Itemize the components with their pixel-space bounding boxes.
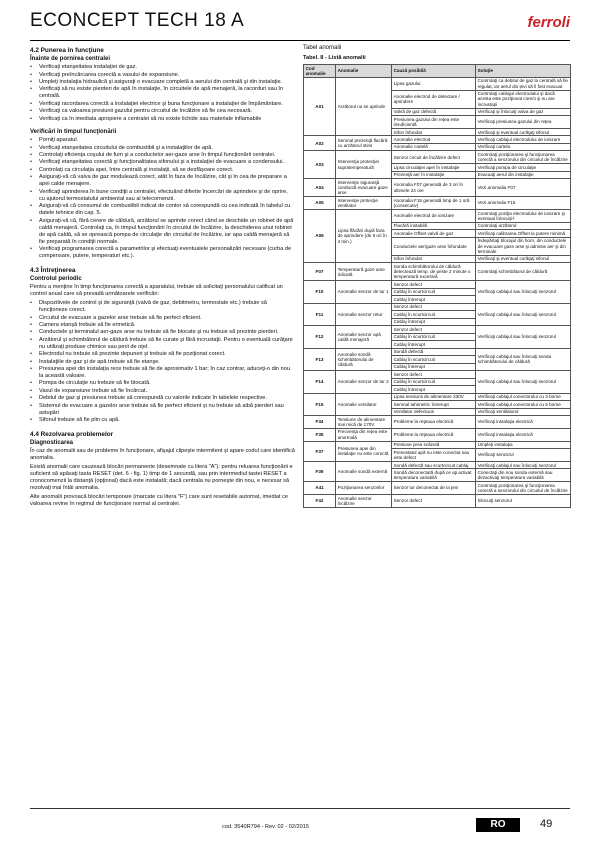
anomaly-code: F14 xyxy=(304,371,336,393)
bullet-item: • Verificaţi ca valoarea presiunii gazului pentru circuitul de încălzire să fie cea necesară. xyxy=(30,108,295,115)
solution: Verificaţi cablajul sau înlocuiţi senzorul xyxy=(476,281,571,303)
possible-cause: Sonda schimbătorului de căldură detectează temp. de peste 2 minute o temperatură excesivă xyxy=(392,263,476,281)
table-row xyxy=(304,441,571,448)
anomaly-name: Anomalie ventilator xyxy=(336,393,392,415)
checklist-periodic xyxy=(30,300,295,424)
right-column xyxy=(303,45,570,508)
solution: Verificaţi şi înlocuiţi valva de gaz xyxy=(476,108,571,115)
possible-cause: Ventilator defectuos xyxy=(392,408,476,415)
table-header-row xyxy=(304,65,571,78)
bullet-item: • Sistemul de evacuare a gazelor arse trebuie să fie perfect eficient şi nu trebuie să aibă pierderi sau astupări xyxy=(30,403,295,417)
anomaly-name: Anomalie senzor încălzire xyxy=(336,494,392,507)
solution: Verificaţi presiunea gazului din reţea xyxy=(476,116,571,129)
bullet-item: • Pompa de circulaţie nu trebuie să fie blocată. xyxy=(30,380,295,387)
bullet-item: • Verificaţi racordarea corectă a instalaţiei electrice şi buna funcţionare a instalaţiei de împământare. xyxy=(30,101,295,108)
anomaly-code: A01 xyxy=(304,77,336,136)
bullet-item: • Dispozitivele de control şi de siguranţă (valvă de gaz, debitmetru, termostate etc.) trebuie să funcţioneze corect. xyxy=(30,300,295,314)
bullet-item: • Asiguraţi-vă că valva de gaz modulează corect, atât în faza de încălzire, cât şi în cea de preparare a apei calde menajere. xyxy=(30,174,295,188)
possible-cause: Conductele aer/gaze arse înfundate xyxy=(392,237,476,255)
bullet-item: • Controlaţi ca circulaţia apei, între centrală şi instalaţii, să se desfăşoare corect. xyxy=(30,167,295,174)
anomaly-name: Anomalie senzor apă caldă menajeră xyxy=(336,326,392,348)
possible-cause: Lipsa gazului xyxy=(392,77,476,90)
section-4-3-title: 4.3 Întreţinerea xyxy=(30,266,76,274)
possible-cause: Valvă de gaz defectă xyxy=(392,108,476,115)
bullet-item: • Camera etanşă trebuie să fie ermetică. xyxy=(30,322,295,329)
table-caption: Tabel anomalii xyxy=(303,45,342,51)
solution: Verificaţi cablajul sau înlocuiţi senzorul xyxy=(476,326,571,348)
table-row xyxy=(304,303,571,310)
anomaly-name: Temperatură gaze arse ridicată xyxy=(336,263,392,281)
header-rule xyxy=(30,40,570,41)
possible-cause: Senzor defect xyxy=(392,494,476,507)
table-row xyxy=(304,197,571,210)
bullet-item: • Instalaţiile de gaz şi de apă trebuie să fie etanşe. xyxy=(30,359,295,366)
solution: Verificaţi instalaţia electrică xyxy=(476,428,571,441)
solution: Verificaţi instalaţia electrică xyxy=(476,416,571,429)
solution: Umpleţi instalaţia xyxy=(476,441,571,448)
solution: Verificaţi cartela xyxy=(476,143,571,150)
solution: Controlaţi ca debitul de gaz la centrală să fie regulat, iar aerul din țevi să fi fost evacuat xyxy=(476,77,571,90)
possible-cause: Anomalie electrod de ionizare xyxy=(392,209,476,222)
section-4-4-title: 4.4 Rezolvarea problemelor xyxy=(30,430,114,438)
possible-cause: Anomalia F07 generată de 3 ori în ultimele 24 ore xyxy=(392,179,476,197)
possible-cause: Sifon înfundat xyxy=(392,255,476,262)
possible-cause: Cablaj întrerupt xyxy=(392,318,476,325)
possible-cause: Probleme la reţeaua electrică xyxy=(392,416,476,429)
anomaly-code: A05 xyxy=(304,197,336,210)
footer-rule xyxy=(30,808,570,809)
table-row xyxy=(304,151,571,164)
document-code: cod. 3540R794 - Rev. 02 - 02/2015 xyxy=(222,824,309,830)
possible-cause: Prezenţă aer în instalaţie xyxy=(392,171,476,178)
anomaly-name: Anomalie senzor de tur 2 xyxy=(336,371,392,393)
anomaly-name: Poziţionarea senzorilor xyxy=(336,482,392,495)
bullet-item: • Verificaţi etanşeitatea circuitului de combustibil şi a instalaţiilor de apă. xyxy=(30,145,295,152)
possible-cause: Sondă defectă sau scurtcircuit cablaj xyxy=(392,461,476,468)
table-row xyxy=(304,77,571,90)
diagnostics-paragraph-1: În caz de anomalii sau de probleme în funcţionare, afişajul clipeşte intermitent şi apare codul care identifică anomalia. xyxy=(30,447,295,461)
checklist-during-operation xyxy=(30,137,295,260)
bullet-item: • Arzătorul şi schimbătorul de căldură trebuie să fie curate şi fără incrustaţii. Pentru o eventuală curăţare nu utilizaţi produse chimice sau perii de oţel. xyxy=(30,337,295,351)
solution: Verificaţi cablajul conectorului cu 5 borne xyxy=(476,401,571,408)
solution: Verificaţi cablajul electrodului de ionizare xyxy=(476,136,571,143)
table-row xyxy=(304,348,571,355)
anomaly-code: A02 xyxy=(304,136,336,151)
possible-cause: Presiunea gazului din reţea este insuficientă xyxy=(392,116,476,129)
header-solution: Soluţie xyxy=(476,65,571,78)
table-row xyxy=(304,281,571,288)
document-title: ECONCEPT TECH 18 A xyxy=(30,10,245,31)
possible-cause: Sifon înfundat xyxy=(392,128,476,135)
solution: Înlocuiţi senzorul xyxy=(476,494,571,507)
anomaly-name: Anomalie senzor de tur 1 xyxy=(336,281,392,303)
language-badge: RO xyxy=(476,818,520,832)
solution: Verificaţi pompa de circulaţie xyxy=(476,164,571,171)
possible-cause: Cablaj întrerupt xyxy=(392,341,476,348)
anomaly-code: A03 xyxy=(304,151,336,179)
possible-cause: Anomalie electrod xyxy=(392,136,476,143)
anomaly-name: Anomalie sondă externă xyxy=(336,461,392,481)
header-code: Cod anomalie xyxy=(304,65,336,78)
possible-cause: Anomalie Offset valvă de gaz xyxy=(392,230,476,237)
table-row xyxy=(304,428,571,441)
anomaly-name: Presiunea apei din instalaţie nu este corectă xyxy=(336,441,392,461)
possible-cause: Cablaj întrerupt xyxy=(392,363,476,370)
possible-cause: Sondă deconectată după ce aţi activat temperatura variabilă xyxy=(392,469,476,482)
table-row xyxy=(304,136,571,143)
bullet-item: • Vasul de expansiune trebuie să fie încărcat. xyxy=(30,388,295,395)
solution: Verificaţi cablajul sau înlocuiţi senzorul xyxy=(476,303,571,325)
bullet-item: • Verificaţi ca în imediata apropiere a centralei să nu existe lichide sau materiale inflamabile xyxy=(30,116,295,123)
periodic-check-intro: Pentru a menţine în timp funcţionarea corectă a aparatului, trebuie să solicitaţi personalului calificat un control anual care să prevadă următoarele verificări: xyxy=(30,283,283,297)
solution: Controlaţi schimbătorul de căldură xyxy=(476,263,571,281)
possible-cause: Sondă defectă xyxy=(392,348,476,355)
solution: Controlaţi poziţia electrodului de ionizare şi eventual înlocuiţi-l xyxy=(476,209,571,222)
possible-cause: Cablaj în scurtcircuit xyxy=(392,333,476,340)
anomaly-code: A41 xyxy=(304,482,336,495)
anomaly-name: Intervenţie protecţie ventilator xyxy=(336,197,392,210)
table-row xyxy=(304,209,571,222)
anomaly-name: Intervenţie siguranţă conductă evacuare gaze arse xyxy=(336,179,392,197)
solution: Verificaţi ventilatorul xyxy=(476,408,571,415)
table-row xyxy=(304,326,571,333)
possible-cause: Lipsa circulaţiei apei în instalaţie xyxy=(392,164,476,171)
solution: Verificaţi cablajul sau înlocuiţi senzorul xyxy=(476,371,571,393)
table-row xyxy=(304,461,571,468)
anomaly-code: F10 xyxy=(304,281,336,303)
bullet-item: • Porniţi aparatul. xyxy=(30,137,295,144)
anomaly-name: Lipsa flăcării după faza de aprindere (de 6 ori în 4 min.) xyxy=(336,209,392,262)
bullet-item: • Sifonul trebuie să fie plin cu apă. xyxy=(30,417,295,424)
bullet-item: • Verificaţi aprinderea în bune condiţii a centralei, efectuând diferite încercări de aprindere şi de oprire, cu ajutorul termostatului ambiental sau al telecomenzii. xyxy=(30,189,295,203)
header-cause: Cauză posibilă xyxy=(392,65,476,78)
possible-cause: Lipsa tensiunii de alimentare 230V xyxy=(392,393,476,400)
bullet-item: • Circuitul de evacuare a gazelor arse trebuie să fie perfect eficient. xyxy=(30,315,295,322)
anomaly-code: F12 xyxy=(304,326,336,348)
solution: Verificaţi cablajul sau înlocuiţi sonda schimbătorului de căldură xyxy=(476,348,571,370)
possible-cause: Senzor tur deconectat de la ţevi xyxy=(392,482,476,495)
possible-cause: Senzor defect xyxy=(392,371,476,378)
anomaly-code: A04 xyxy=(304,179,336,197)
possible-cause: Cablaj întrerupt xyxy=(392,386,476,393)
possible-cause: Cablaj în scurtcircuit xyxy=(392,378,476,385)
bullet-item: • Electrodul nu trebuie să prezinte depuneri şi trebuie să fie poziţionat corect. xyxy=(30,351,295,358)
bullet-item: • Verificaţi să nu existe pierderi de apă în instalaţie, în circuitele de apă menajeră, la racorduri sau în centrală. xyxy=(30,86,295,100)
possible-cause: Cablaj întrerupt xyxy=(392,296,476,303)
anomaly-code: F35 xyxy=(304,428,336,441)
bullet-item: • Conductele şi terminalul aer-gaze arse nu trebuie să fie blocate şi nu trebuie să prezinte pierderi. xyxy=(30,329,295,336)
anomaly-code: F11 xyxy=(304,303,336,325)
solution: Verificaţi cablajul sau înlocuiţi senzorul xyxy=(476,461,571,468)
possible-cause: Flacără instabilă xyxy=(392,222,476,229)
table-row xyxy=(304,179,571,197)
solution: Verificaţi cablajul conectorului cu 3 borne xyxy=(476,393,571,400)
possible-cause: Presostatul apă nu este conectat sau este defect xyxy=(392,449,476,462)
possible-cause: Senzor defect xyxy=(392,281,476,288)
possible-cause: Anomalie electrod de detectare / aprindere xyxy=(392,90,476,108)
anomaly-code: F13 xyxy=(304,348,336,370)
bullet-item: • Presiunea apei din instalaţia rece trebuie să fie de aproximativ 1 bar; în caz contrar, aduceţi-o din nou la această valoare. xyxy=(30,366,295,380)
section-4-3-subtitle: Controlul periodic xyxy=(30,275,82,282)
possible-cause: Semnal tahimetric întrerupt xyxy=(392,401,476,408)
bullet-item: • Asiguraţi-vă că, fără cerere de căldură, arzătorul se aprinde corect când se deschide un robinet de apă caldă menajeră. Controlaţi ca, în timpul funcţionării în circuitul de încălzire, la deschiderea unui robinet de apă caldă, să se oprească pompa de circulaţie din circuitul de încălzire, iar apa caldă menajeră să fie preparată în condiţii normale. xyxy=(30,218,295,246)
table-row xyxy=(304,416,571,429)
bullet-item: • Debitul de gaz şi presiunea trebuie să corespundă cu valorile indicate în tabelele respective. xyxy=(30,395,295,402)
table-row xyxy=(304,263,571,281)
anomaly-code: F34 xyxy=(304,416,336,429)
solution: Controlaţi arzătorul xyxy=(476,222,571,229)
section-4-2-title: 4.2 Punerea în funcţiune xyxy=(30,47,104,54)
header-anomaly: Anomalie xyxy=(336,65,392,78)
possible-cause: Anomalia F15 generată timp de 1 oră (consecutiv) xyxy=(392,197,476,210)
anomaly-name: Anomalie sondă schimbătorului de căldură xyxy=(336,348,392,370)
table-row xyxy=(304,494,571,507)
solution: Îndepărtaţi blocajul din horn, din conductele de evacuare gaze arse şi admisie aer şi din terminale xyxy=(476,237,571,255)
solution: Controlaţi poziţionarea şi funcţionarea corectă a senzorului din circuitul de încălzire xyxy=(476,482,571,495)
anomaly-code: F39 xyxy=(304,461,336,481)
section-4-4-subtitle: Diagnosticarea xyxy=(30,439,74,446)
checklist-before-start xyxy=(30,64,295,123)
table-row xyxy=(304,371,571,378)
table-row xyxy=(304,482,571,495)
solution: Verificaţi senzorul xyxy=(476,449,571,462)
possible-cause: Cablaj în scurtcircuit xyxy=(392,356,476,363)
possible-cause: Anomalie cartelă xyxy=(392,143,476,150)
solution: Conectaţi din nou sonda externă sau dezactivaţi temperatura variabilă xyxy=(476,469,571,482)
solution: Vezi anomalia F15 xyxy=(476,197,571,210)
left-column xyxy=(30,45,295,510)
solution: Evacuaţi aerul din instalaţie xyxy=(476,171,571,178)
anomaly-name: Arzătorul nu se aprinde xyxy=(336,77,392,136)
possible-cause: Senzor circuit de încălzire defect xyxy=(392,151,476,164)
bullet-item: • Verificaţi preîncărcarea corectă a vasului de expansiune. xyxy=(30,72,295,79)
possible-cause: Senzor defect xyxy=(392,326,476,333)
solution: Controlaţi cablajul electrodului şi dacă acesta este poziţionat corect şi nu are incrustaţii xyxy=(476,90,571,108)
anomaly-name: Intervenţia protecţiei supratemperatură xyxy=(336,151,392,179)
diagnostics-paragraph-2: Există anomalii care cauzează blocări permanente (desemnate cu litera "A"): pentru reluarea funcţionării e suficient să apăsaţi tasta RESET (det. 6 - fig. 1) timp de 1 secundă, sau prin intermediul tastei RESET a cronocomenzii la distanţă (opţional) dacă este instalată; dacă centrala nu porneşte din nou, e necesar să rezolvaţi mai întâi anomalia. xyxy=(30,463,293,492)
bullet-item: • Verificaţi etanşeitatea corectă şi funcţionalitatea sifonului şi a instalaţiei de evacuare a condensului. xyxy=(30,159,295,166)
possible-cause: Cablaj în scurtcircuit xyxy=(392,311,476,318)
anomaly-code: F42 xyxy=(304,494,336,507)
section-4-2-subtitle-1: Înainte de pornirea centralei xyxy=(30,56,111,63)
possible-cause: Senzor defect xyxy=(392,303,476,310)
possible-cause: Probleme la reţeaua electrică xyxy=(392,428,476,441)
anomaly-name: Anomalie senzor retur xyxy=(336,303,392,325)
table-title: Tabel. 8 - Listă anomalii xyxy=(303,55,366,61)
anomaly-code: F37 xyxy=(304,441,336,461)
page-number: 49 xyxy=(540,818,553,830)
bullet-item: • Asiguraţi-vă că consumul de combustibil indicat de contor să corespundă cu cea indicată în tabelul cu datele tehnice din cap. 5. xyxy=(30,203,295,217)
bullet-item: • Verificaţi etanşeitatea instalaţiei de gaz. xyxy=(30,64,295,71)
possible-cause: Cablaj în scurtcircuit xyxy=(392,288,476,295)
anomaly-code: F07 xyxy=(304,263,336,281)
table-row xyxy=(304,393,571,400)
possible-cause: Presiune prea scăzută xyxy=(392,441,476,448)
anomaly-name: Semnal prezenţă flacără cu arzătorul stins xyxy=(336,136,392,151)
anomaly-code: F15 xyxy=(304,393,336,415)
solution: Verificaţi calibrarea Offset la putere minimă xyxy=(476,230,571,237)
section-4-2-subtitle-2: Verificări în timpul funcţionării xyxy=(30,129,117,136)
brand-logo: ferroli xyxy=(527,14,570,31)
solution: Verificaţi şi eventual curăţaţi sifonul xyxy=(476,128,571,135)
solution: Controlaţi poziţionarea şi funcţionarea corectă a senzorului din circuitul de încălzire xyxy=(476,151,571,164)
anomaly-code: A06 xyxy=(304,209,336,262)
diagnostics-paragraph-3: Alte anomalii provoacă blocări temporare (marcate cu litera "F") care sunt resetabile automat, imediat ce valoarea revine în regimul de funcţionare normal al centralei. xyxy=(30,494,288,508)
anomaly-name: Tensiune de alimentare mai mică de 170V xyxy=(336,416,392,429)
anomaly-name: Frecvenţa din reţea este anormală xyxy=(336,428,392,441)
solution: Verificaţi şi eventual curăţaţi sifonul xyxy=(476,255,571,262)
solution: Vezi anomalia F07 xyxy=(476,179,571,197)
bullet-item: • Verificaţi programarea corectă a parametrilor şi efectuaţi eventualele personalizări necesare (curba de compensare, putere, temperaturi etc.). xyxy=(30,246,295,260)
anomaly-table xyxy=(303,64,571,508)
bullet-item: • Umpleţi instalaţia hidraulică şi asiguraţi o evacuare completă a aerului din centrală şi din instalaţie. xyxy=(30,79,295,86)
bullet-item: • Controlaţi eficienţa coşului de fum şi a conductelor aer-gaze arse în timpul funcţionării centralei. xyxy=(30,152,295,159)
